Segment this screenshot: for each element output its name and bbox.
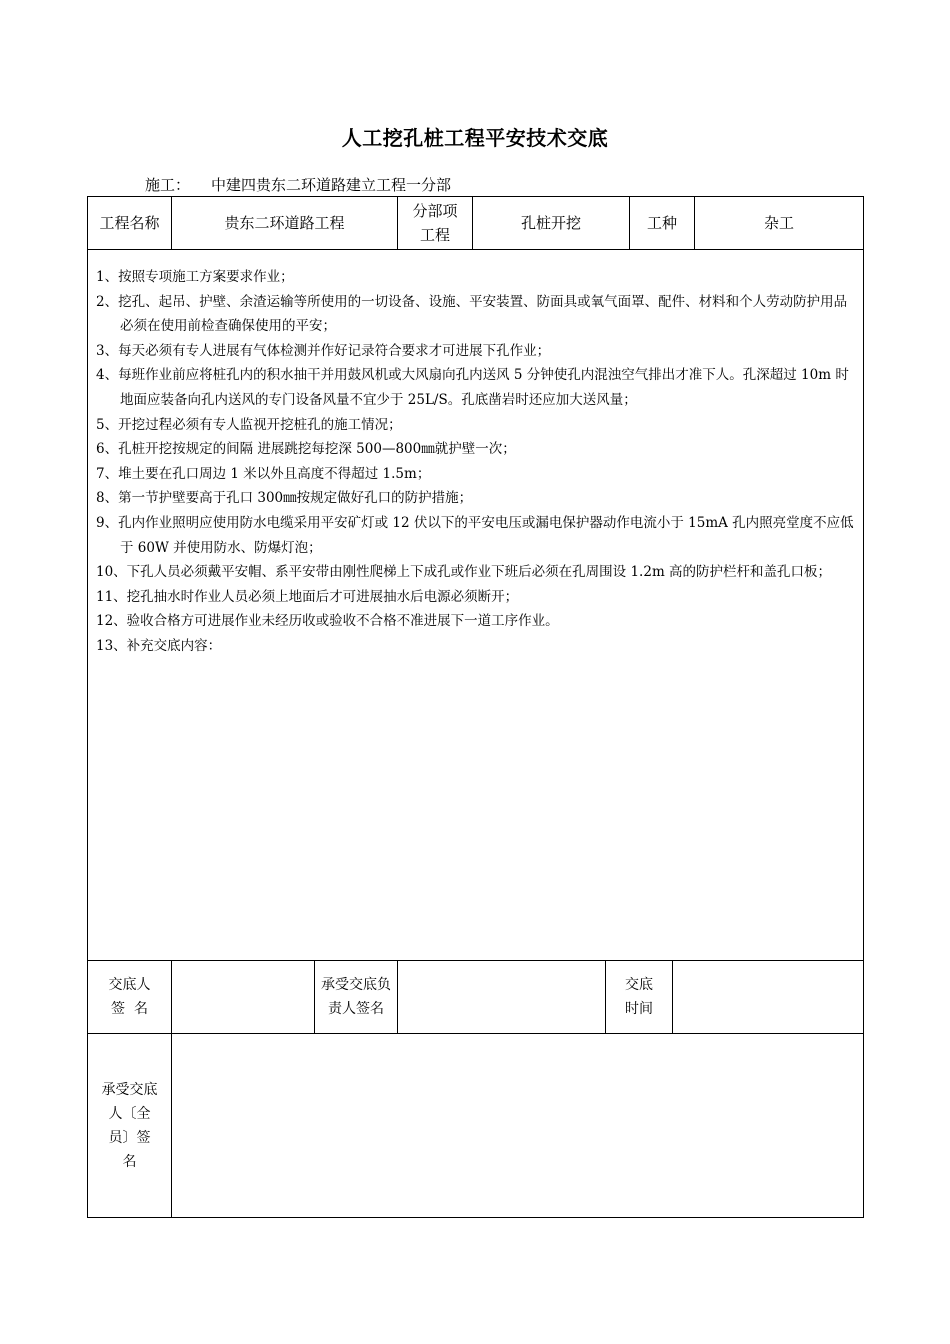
subproject-value: 孔桩开挖 (473, 197, 630, 250)
list-item: 6、孔桩开挖按规定的间隔 进展跳挖每挖深 500—800㎜就护壁一次； (96, 441, 516, 458)
list-item: 8、第一节护壁要高于孔口 300㎜按规定做好孔口的防护措施； (96, 490, 473, 507)
list-item: 4、每班作业前应将桩孔内的积水抽干并用鼓风机或大风扇向孔内送风 5 分钟使孔内混浊空气排出才准下人。孔深超过 10m 时地面应装备向孔内送风的专门设备风量不宜少于 25L/S。孔底凿岩时还应加大送风量； (96, 367, 849, 408)
all-receivers-label-line3: 员〕签 (108, 1129, 151, 1146)
time-label (606, 961, 673, 1034)
subproject-label-line2: 工程 (420, 226, 451, 244)
work-type-label: 工种 (630, 197, 695, 250)
time-label-line2: 时间 (625, 1001, 654, 1017)
all-receivers-label-line4: 名 (122, 1153, 137, 1170)
all-receivers-row (88, 1034, 864, 1218)
construction-line (145, 174, 451, 195)
list-item: 11、挖孔抽水时作业人员必须上地面后才可进展抽水后电源必须断开； (96, 588, 519, 605)
list-item: 13、补充交底内容： (96, 637, 222, 654)
content-row (88, 250, 864, 961)
time-field[interactable] (673, 961, 864, 1034)
list-item: 9、孔内作业照明应使用防水电缆采用平安矿灯或 12 伏以下的平安电压或漏电保护器动作电流小于 15mA 孔内照亮堂度不应低于 60W 并使用防水、防爆灯泡； (96, 514, 854, 556)
project-name-label: 工程名称 (88, 197, 172, 250)
subproject-label-line1: 分部项 (412, 202, 458, 220)
discloser-signature-field[interactable] (172, 961, 315, 1034)
list-item: 5、开挖过程必须有专人监视开挖桩孔的施工情况； (96, 416, 402, 433)
all-receivers-label-line1: 承受交底 (101, 1081, 158, 1098)
list-item: 2、挖孔、起吊、护壁、余渣运输等所使用的一切设备、设施、平安装置、防面具或氧气面罩、配件、材料和个人劳动防护用品必须在使用前检查确保使用的平安； (96, 293, 848, 335)
all-receivers-label-line2: 人〔全 (108, 1105, 151, 1122)
construction-label: 施工： (145, 176, 191, 194)
subproject-label (398, 197, 473, 250)
page-title: 人工挖孔桩工程平安技术交底 (341, 126, 609, 150)
discloser-label-line1: 交底人 (108, 977, 151, 993)
work-type-value: 杂工 (695, 197, 864, 250)
list-item: 7、堆土要在孔口周边 1 米以外且高度不得超过 1.5m； (96, 465, 431, 482)
receiver-head-signature-field[interactable] (398, 961, 606, 1034)
disclosure-content (88, 250, 864, 961)
project-name-value: 贵东二环道路工程 (172, 197, 398, 250)
discloser-label-line2: 签 名 (111, 1001, 148, 1017)
list-item: 3、每天必须有专人进展有气体检测并作好记录符合要求才可进展下孔作业； (96, 342, 551, 359)
time-label-line1: 交底 (625, 977, 654, 993)
list-item: 1、按照专项施工方案要求作业； (96, 269, 294, 285)
item-list (88, 250, 863, 659)
receiver-head-label-line1: 承受交底负 (321, 977, 391, 993)
receiver-head-label (315, 961, 398, 1034)
receiver-head-label-line2: 责人签名 (328, 1001, 384, 1017)
list-item: 10、下孔人员必须戴平安帽、系平安带由刚性爬梯上下成孔或作业下班后必须在孔周围设 1.2m 高的防护栏杆和盖孔口板； (96, 564, 832, 581)
signature-row (88, 961, 864, 1034)
all-receivers-label (88, 1034, 172, 1218)
list-item: 12、验收合格方可进展作业未经历收或验收不合格不准进展下一道工序作业。 (96, 613, 559, 630)
header-row (88, 197, 864, 250)
all-receivers-signature-field[interactable] (172, 1034, 864, 1218)
disclosure-table (87, 196, 864, 1218)
construction-value: 中建四贵东二环道路建立工程一分部 (211, 176, 452, 194)
discloser-label (88, 961, 172, 1034)
